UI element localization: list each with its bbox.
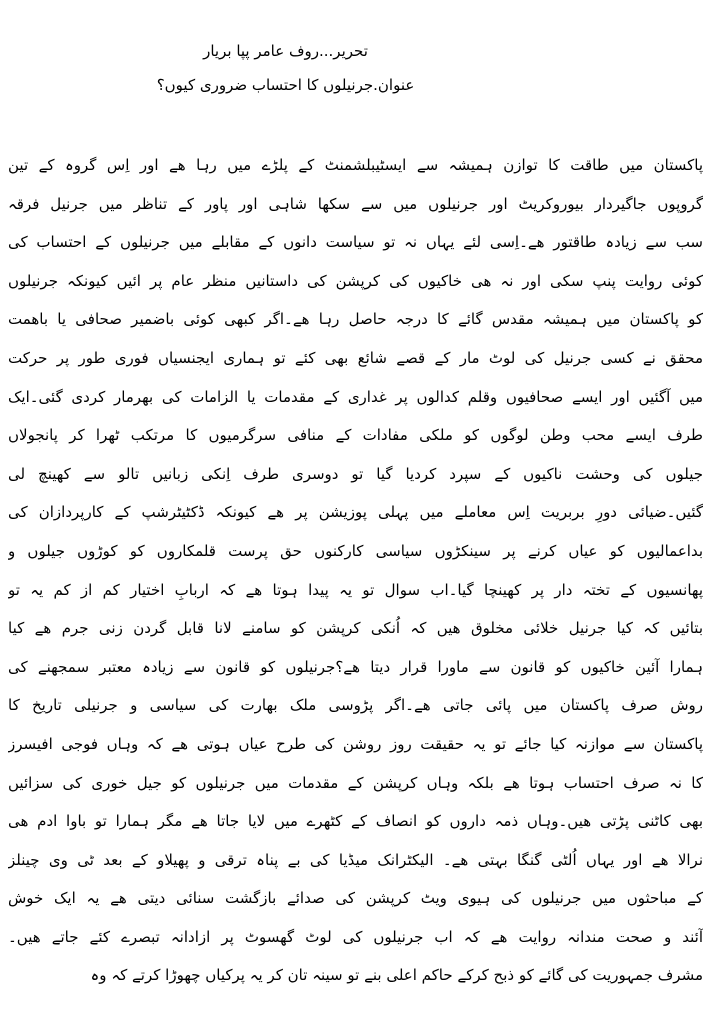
body-line: پھانسیوں کے تختہ دار پر کھینچا گیا۔اب سوال تو یہ پیدا ہوتا ھے کہ اربابِ اختیار کم از کم یہ تو <box>8 580 703 599</box>
body-line: روش صرف پاکستان میں پائی جاتی ھے۔اگر پڑوسی ملک بھارت کی سیاسی و جرنیلی تاریخ کا <box>8 696 703 715</box>
body-line: بتائیں کہ کیا جرنیل خلائی مخلوق ھیں کہ اُنکی کرپشن کو سامنے لانا قابل گردن زنی جرم ھے کیا <box>8 619 703 638</box>
author-line: تحریر...روف عامر پپا بریار <box>203 42 368 60</box>
article-body <box>8 146 703 995</box>
body-line: سب سے زیادہ طاقتور ھے۔اِسی لئے یہاں نہ تو سیاست دانوں کے مقابلے میں جرنیلوں کے احتساب کی <box>8 233 703 252</box>
body-line: پاکستان سے موازنہ کیا جائے تو یہ حقیقت روز روشن کی طرح عیاں ہوتی ھے کہ وہاں فوجی افیسرز <box>8 734 703 753</box>
body-line: بھی کاٹنی پڑتی ھیں۔وہاں ذمہ داروں کو انصاف کے کٹھرے میں لایا جاتا ھے مگر ہمارا تو باوا ادم ھی <box>8 812 703 831</box>
body-line: ہمارا آئین خاکیوں کو قانون سے ماورا قرار دیتا ھے؟جرنیلوں کو قانون سے زیادہ معتبر سمجھنے کی <box>8 657 703 676</box>
body-line: گروپوں جاگیردار بیوروکریٹ اور جرنیلوں میں سے سکھا شاہی اور پاور کے تناظر میں جرنیل فرقہ <box>8 194 703 213</box>
body-line: کو پاکستان میں ہمیشہ مقدس گائے کا درجہ حاصل رہا ھے۔اگر کبھی کوئی باضمیر صحافی یا باھمت <box>8 310 703 329</box>
body-line: طرف ایسے محب وطن لوگوں کو ملکی مفادات کے منافی سرگرمیوں کا مرتکب ٹھرا کر پانجولاں <box>8 426 703 445</box>
body-line: نرالا ھے اور یہاں اُلٹی گنگا بہتی ھے۔ الیکٹرانک میڈیا کی بے پناہ ترقی و پھیلاو کے بعد ٹی وی چینلز <box>8 850 703 869</box>
article-header <box>0 34 711 102</box>
body-line: گئیں۔ضیائی دورِ بربریت اِس معاملے میں پہلی پوزیشن پر ھے کیونکہ ڈکٹیٹرشپ کے کارپردازان کی <box>8 503 703 522</box>
body-line: مشرف جمہوریت کی گائے کو ذبح کرکے حاکم اعلی بنے تو سینہ تان کر یہ پرکیاں چھوڑا کرتے کہ وہ <box>90 966 703 985</box>
body-line: جیلوں کی وحشت ناکیوں کے سپرد کردیا گیا تو دوسری طرف اِنکی زبانیں تالو سے کھینچ لی <box>8 464 703 483</box>
body-line: کے مباحثوں میں جرنیلوں کی ہیوی ویٹ کرپشن کی صدائے بازگشت سنائی دیتی ھے یہ ایک خوش <box>8 889 703 908</box>
body-line: پاکستان میں طاقت کا توازن ہمیشہ سے ایسٹیبلشمنٹ کے پلڑے میں رہا ھے اور اِس گروہ کے تین <box>8 156 703 174</box>
body-line: کا نہ صرف احتساب ہوتا ھے بلکہ وہاں کرپشن کے مقدمات میں جرنیلوں کو جیل خوری کی سزائیں <box>8 773 703 792</box>
body-line: بداعمالیوں کو عیاں کرنے پر سینکڑوں سیاسی کارکنوں حق پرست قلمکاروں کو کوڑوں جیلوں و <box>8 541 703 560</box>
body-line: کوئی روایت پنپ سکی اور نہ ھی خاکیوں کی کرپشن کی داستانیں منظر عام پر ائیں کیونکہ جرنیلوں <box>8 271 703 290</box>
body-line: میں آگئیں اور ایسے صحافیوں وقلم کدالوں پر غداری کے مقدمات یا الزامات کی بھرمار کردی گئی۔ایک <box>8 387 703 406</box>
article-title: عنوان.جرنیلوں کا احتساب ضروری کیوں؟ <box>156 76 415 94</box>
body-line: محقق نے کسی جرنیل کی لوٹ مار کے قصے شائع بھی کئے تو ہماری ایجنسیاں فوری طور پر حرکت <box>8 348 703 367</box>
body-line: آئند و صحت مندانہ روایت ھے کہ اب جرنیلوں کی لوٹ گھسوٹ پر ازادانہ تبصرے کئے جاتے ھیں۔ <box>8 927 703 946</box>
